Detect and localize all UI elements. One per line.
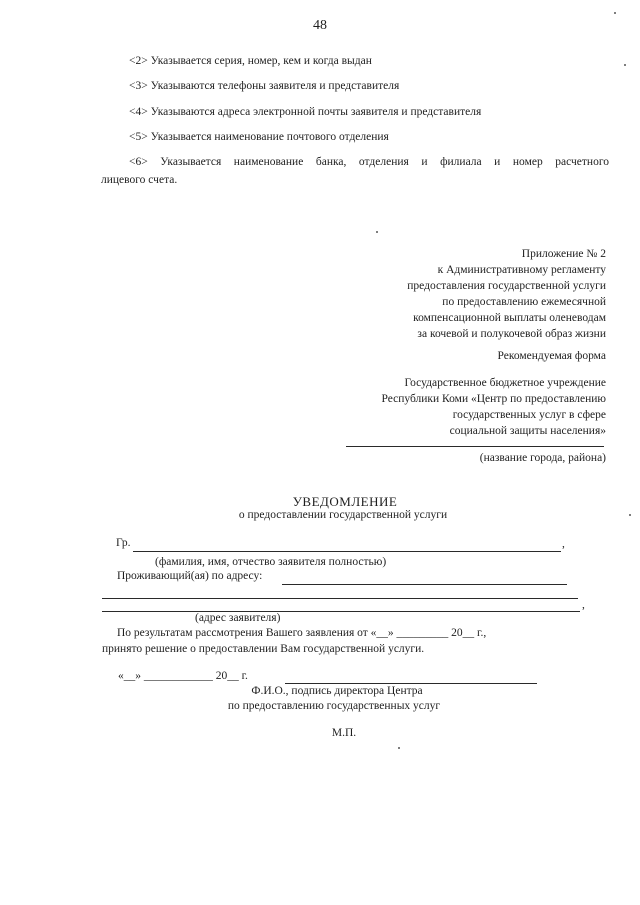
citizen-prefix: Гр. bbox=[116, 537, 131, 549]
appendix-line-3: предоставления государственной услуги bbox=[407, 280, 606, 292]
scan-speck bbox=[614, 12, 616, 14]
page-number: 48 bbox=[313, 18, 327, 33]
appendix-line-1: Приложение № 2 bbox=[521, 248, 606, 260]
appendix-line-6: за кочевой и полукочевой образ жизни bbox=[417, 328, 606, 340]
document-title: УВЕДОМЛЕНИЕ bbox=[292, 494, 398, 509]
signature-date: «__» ____________ 20__ г. bbox=[118, 670, 248, 682]
recommended-form: Рекомендуемая форма bbox=[497, 350, 606, 362]
institution-line-3: государственных услуг в сфере bbox=[452, 409, 606, 421]
footnote-4: <4> Указываются адреса электронной почты заявителя и представителя bbox=[129, 106, 482, 118]
scan-speck bbox=[629, 514, 631, 516]
address-line-2[interactable] bbox=[102, 598, 578, 599]
address-comma: , bbox=[582, 599, 585, 611]
appendix-line-5: компенсационной выплаты оленеводам bbox=[413, 312, 606, 324]
citizen-name-line[interactable] bbox=[133, 551, 561, 552]
signature-caption-2: по предоставлению государственных услуг bbox=[227, 700, 441, 712]
address-line-1[interactable] bbox=[282, 584, 567, 585]
city-caption: (название города, района) bbox=[479, 452, 606, 464]
citizen-caption: (фамилия, имя, отчество заявителя полностью) bbox=[155, 556, 387, 568]
signature-caption-1: Ф.И.О., подпись директора Центра bbox=[251, 685, 423, 697]
citizen-suffix: , bbox=[562, 538, 565, 550]
stamp-place: М.П. bbox=[331, 727, 357, 739]
footnote-6-continuation: лицевого счета. bbox=[101, 174, 178, 186]
city-line[interactable] bbox=[346, 446, 604, 447]
scan-speck bbox=[624, 64, 626, 66]
signature-line[interactable] bbox=[285, 683, 537, 684]
appendix-line-4: по предоставлению ежемесячной bbox=[442, 296, 606, 308]
footnote-2: <2> Указывается серия, номер, кем и когда выдан bbox=[129, 55, 372, 67]
footnote-5: <5> Указывается наименование почтового отделения bbox=[129, 131, 389, 143]
institution-line-2: Республики Коми «Центр по предоставлению bbox=[381, 393, 606, 405]
appendix-line-2: к Административному регламенту bbox=[437, 264, 606, 276]
result-text-1: По результатам рассмотрения Вашего заявления от «__» _________ 20__ г., bbox=[117, 627, 487, 639]
institution-line-1: Государственное бюджетное учреждение bbox=[404, 377, 606, 389]
scan-speck bbox=[376, 231, 378, 233]
residing-label: Проживающий(ая) по адресу: bbox=[117, 570, 263, 582]
address-line-3[interactable] bbox=[102, 611, 580, 612]
address-caption: (адрес заявителя) bbox=[195, 612, 281, 624]
result-text-2: принято решение о предоставлении Вам государственной услуги. bbox=[102, 643, 425, 655]
footnote-3: <3> Указываются телефоны заявителя и представителя bbox=[129, 80, 400, 92]
institution-line-4: социальной защиты населения» bbox=[449, 425, 606, 437]
footnote-6: <6> Указывается наименование банка, отделения и филиала и номер расчетного bbox=[129, 156, 609, 168]
scan-speck bbox=[398, 747, 400, 749]
document-subtitle: о предоставлении государственной услуги bbox=[238, 509, 448, 521]
